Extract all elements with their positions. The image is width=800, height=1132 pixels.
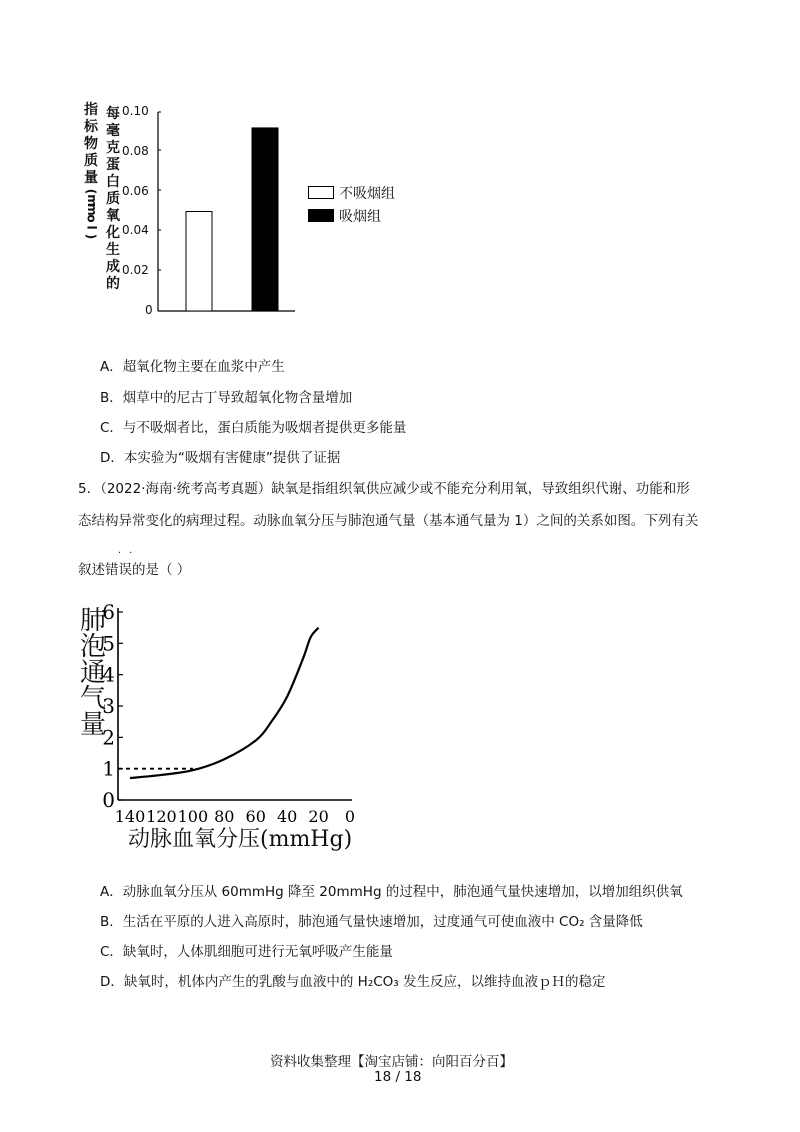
chart1-tick-label: 0.02 (122, 263, 149, 278)
ylabel-char: 氧 (106, 208, 120, 224)
x-tick-label: 140 (114, 807, 146, 826)
q5-stem-line1: 5．（2022·海南·统考高考真题）缺氧是指组织氧供应减少或不能充分利用氧，导致组织代谢、功能和形 (78, 481, 690, 497)
x-tick-label: 60 (245, 807, 266, 826)
x-tick-label: 100 (177, 807, 209, 826)
y-tick-label: 5 (102, 631, 115, 656)
chart1-plot (0, 0, 800, 340)
y-tick-label: 2 (102, 725, 115, 750)
y-tick-label: 1 (102, 756, 115, 781)
ylabel-char: 量 (84, 170, 98, 186)
ylabel-char: m (84, 194, 99, 207)
chart1-tick-label: 0.10 (122, 104, 149, 118)
q5-option-d: D．缺氧时，机体内产生的乳酸与血液中的 H₂CO₃ 发生反应，以维持血液ｐＨ的稳定 (100, 974, 606, 990)
page-number: 18 / 18 (374, 1069, 422, 1085)
ylabel-char: 每 (106, 106, 120, 122)
footer-source: 资料收集整理【淘宝店铺：向阳百分百】 (270, 1054, 513, 1070)
chart2-plot (0, 590, 800, 860)
chart2-xlabel: 动脉血氧分压(mmHg) (128, 827, 353, 852)
bar-smoker (252, 128, 278, 311)
chart1-tick-label: 0 (145, 303, 153, 317)
chart1-tick-label: 0.08 (122, 143, 149, 158)
x-tick-label: 120 (146, 807, 177, 826)
q5-option-c: C．缺氧时，人体肌细胞可进行无氧呼吸产生能量 (100, 944, 393, 960)
ylabel-char: 成 (106, 259, 120, 275)
ylabel-char: 生 (106, 242, 120, 258)
ylabel-char: 毫 (106, 123, 120, 139)
legend-label-nonsmoker: 不吸烟组 (339, 186, 395, 202)
ylabel-char: 泡 (80, 632, 107, 662)
ylabel-char: 克 (106, 140, 120, 156)
q4-option-a: A．超氧化物主要在血浆中产生 (100, 359, 285, 375)
ylabel-char: 质 (84, 153, 98, 169)
ylabel-char: 蛋 (106, 157, 120, 173)
q5-option-a: A．动脉血氧分压从 60mmHg 降至 20mmHg 的过程中，肺泡通气量快速增加，以增加组织供氧 (100, 884, 683, 900)
emphasis-dots: ·· (118, 548, 141, 559)
x-tick-label: 40 (276, 807, 298, 826)
ylabel-char: 质 (106, 191, 120, 207)
bar-nonsmoker (186, 212, 212, 312)
q4-option-c: C．与不吸烟者比，蛋白质能为吸烟者提供更多能量 (100, 420, 407, 436)
ylabel-char: ) (84, 233, 99, 240)
x-tick-label: 0 (344, 807, 356, 826)
ylabel-char: 气 (80, 684, 107, 714)
q5-option-b: B．生活在平原的人进入高原时，肺泡通气量快速增加，过度通气可使血液中 CO₂ 含量降低 (100, 914, 643, 930)
y-tick-label: 4 (102, 662, 115, 687)
ylabel-char: 量 (80, 710, 107, 740)
ventilation-curve (130, 628, 319, 778)
y-tick-label: 6 (102, 600, 115, 624)
x-tick-label: 80 (214, 807, 235, 826)
q4-option-b: B．烟草中的尼古丁导致超氧化物含量增加 (100, 390, 353, 406)
chart1-tick-label: 0.06 (122, 183, 149, 198)
ylabel-char: 通 (80, 658, 107, 688)
ylabel-char: 白 (106, 174, 120, 190)
q4-option-d: D．本实验为“吸烟有害健康”提供了证据 (100, 450, 341, 466)
y-tick-label: 0 (102, 788, 115, 812)
ylabel-char: ( (84, 188, 99, 195)
ylabel-char: m (84, 203, 99, 216)
legend-label-smoker: 吸烟组 (339, 209, 381, 225)
legend-swatch-nonsmoker (308, 186, 334, 199)
legend-swatch-smoker (308, 209, 334, 222)
ylabel-char: 标 (84, 119, 98, 135)
q5-stem-line3: 叙述错误的是（ ） (78, 562, 191, 578)
ylabel-char: o (84, 214, 99, 223)
ylabel-char: 化 (106, 225, 120, 241)
x-tick-label: 20 (308, 807, 329, 826)
ylabel-char: 肺 (80, 606, 107, 636)
ylabel-char: 物 (84, 136, 98, 152)
ylabel-char: l (84, 225, 99, 230)
y-tick-label: 3 (102, 694, 115, 718)
ylabel-char: 的 (106, 276, 120, 292)
ylabel-char: 指 (84, 102, 98, 118)
q5-stem-line2: 态结构异常变化的病理过程。动脉血氧分压与肺泡通气量（基本通气量为 1）之间的关系如图。下列有关 (78, 513, 699, 529)
chart1-tick-label: 0.04 (122, 223, 149, 238)
